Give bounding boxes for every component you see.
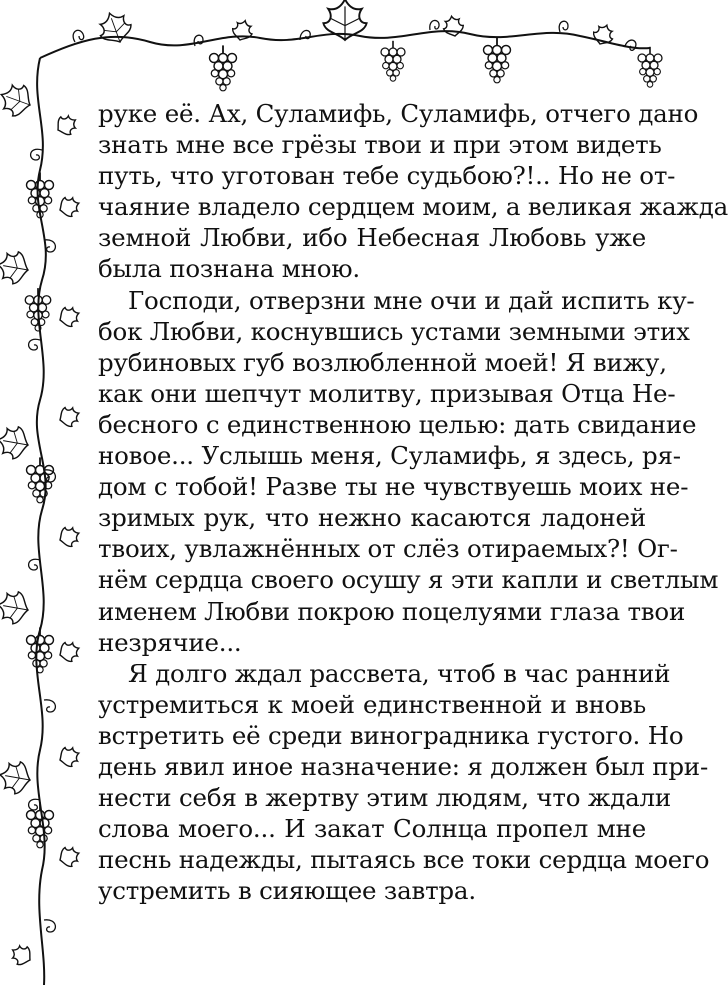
paragraph: [98, 98, 728, 285]
text-line: нём сердца своего осушу я эти капли и светлым: [98, 565, 719, 595]
page-text: [98, 98, 728, 906]
paragraph: [98, 658, 710, 907]
text-line: встретить её среди виноградника густого. Но: [98, 720, 684, 750]
text-line: именем Любви покрою поцелуями глаза твои: [98, 596, 686, 626]
text-line: нести себя в жертву этим людям, что ждали: [98, 783, 672, 813]
text-line: чаяние владело сердцем моим, а великая жажда: [98, 192, 728, 222]
text-line: день явил иное назначение: я должен был при-: [98, 751, 709, 781]
text-line: незрячие...: [98, 627, 242, 657]
text-line: песнь надежды, пытаясь все токи сердца моего: [98, 845, 710, 875]
text-line: знать мне все грёзы твои и при этом видеть: [98, 130, 662, 160]
text-line: земной Любви, ибо Небесная Любовь уже: [98, 223, 646, 253]
text-line: твоих, увлажнённых от слёз отираемых?! Ог-: [98, 534, 678, 564]
text-line: путь, что уготован тебе судьбою?!.. Но не от-: [98, 161, 676, 191]
text-line: устремиться к моей единственной и вновь: [98, 689, 646, 719]
text-line: была познана мною.: [98, 254, 360, 284]
paragraph: [98, 285, 719, 658]
text-line: устремить в сияющее завтра.: [98, 876, 476, 906]
text-line: Я долго ждал рассвета, чтоб в час ранний: [128, 658, 671, 688]
text-line: Господи, отверзни мне очи и дай испить ку-: [128, 285, 695, 315]
text-line: бок Любви, коснувшись устами земными этих: [98, 316, 690, 346]
text-line: бесного с единственною целью: дать свидание: [98, 409, 697, 439]
text-line: как они шепчут молитву, призывая Отца Не-: [98, 378, 676, 408]
text-line: руке её. Ах, Суламифь, Суламифь, отчего дано: [98, 99, 699, 128]
text-line: новое... Услышь меня, Суламифь, я здесь, ря-: [98, 441, 681, 471]
text-line: дом с тобой! Разве ты не чувствуешь моих не-: [98, 472, 689, 502]
text-line: слова моего... И закат Солнца пропел мне: [98, 814, 646, 844]
text-line: рубиновых губ возлюбленной моей! Я вижу,: [98, 347, 667, 377]
text-line: зримых рук, что нежно касаются ладоней: [98, 503, 646, 533]
